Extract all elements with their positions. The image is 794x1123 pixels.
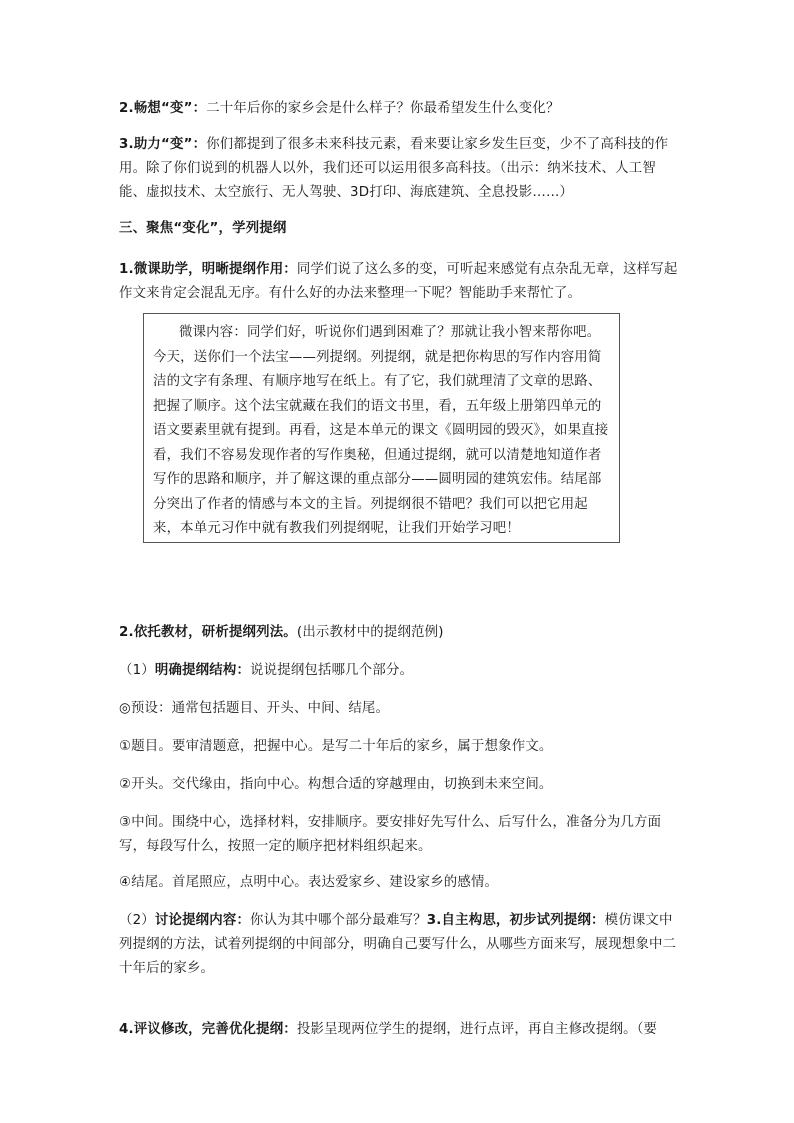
subsection-number: （1）	[119, 663, 155, 678]
section-title: 评议修改，完善优化提纲：	[133, 1022, 297, 1037]
subsection-number: （2）	[119, 913, 155, 928]
section-title: 微课助学，明晰提纲作用：	[133, 262, 297, 277]
section-number: 1.	[119, 262, 134, 277]
heading-part-three: 三、聚焦“变化”，学列提纲	[119, 221, 287, 236]
outline-item-middle: ③中间。围绕中心，选择材料，安排顺序。要安排好先写什么、后写什么，准备分为几方面写，每段写什么，按照一定的顺序把材料组织起来。	[119, 815, 662, 854]
preset-answer: ◎预设：通常包括题目、开头、中间、结尾。	[119, 701, 390, 716]
section-imagine-change	[119, 97, 679, 121]
subsection-text: 你认为其中哪个部分最难写？	[250, 913, 427, 928]
subsection-structure	[119, 659, 679, 683]
subsection-discussion	[119, 909, 679, 981]
subsection-text: 说说提纲包括哪几个部分。	[250, 663, 414, 678]
outline-item-opening: ②开头。交代缘由，指向中心。构想合适的穿越理由，切换到未来空间。	[119, 777, 553, 792]
section-text: (出示教材中的提纲范例)	[296, 625, 444, 640]
subsection-title: 明确提纲结构：	[154, 663, 251, 678]
section-title: 畅想“变”：	[133, 101, 207, 116]
section-title: 依托教材，研析提纲列法。	[133, 625, 297, 640]
section-text: 投影呈现两位学生的提纲，进行点评，再自主修改提纲。（要	[296, 1022, 658, 1037]
section-number: 4.	[119, 1022, 134, 1037]
microlesson-content-box	[143, 313, 620, 543]
outline-item-ending: ④结尾。首尾照应，点明中心。表达爱家乡、建设家乡的感情。	[119, 875, 499, 890]
microlesson-text: 微课内容：同学们好，听说你们遇到困难了？那就让我小智来帮你吧。今天，送你们一个法宝——列提纲。列提纲，就是把你构思的写作内容用简洁的文字有条理、有顺序地写在纸上。有了它，我们就理清了文章的思路、把握了顺序。这个法宝就藏在我们的语文书里，看，五年级上册第四单元的语文要素里就有提到。再看，这是本单元的课文《圆明园的毁灭》，如果直接看，我们不容易发现作者的写作奥秘，但通过提纲，就可以清楚地知道作者写作的思路和顺序，并了解这课的重点部分——圆明园的建筑宏伟。结尾部分突出了作者的情感与本文的主旨。列提纲很不错吧？我们可以把它用起来，本单元习作中就有教我们列提纲呢，让我们开始学习吧！	[153, 325, 609, 536]
section-title: 自主构思，初步试列提纲：	[441, 913, 605, 928]
subsection-title: 讨论提纲内容：	[154, 913, 251, 928]
section-revise-outline	[119, 1018, 679, 1042]
section-microlesson	[119, 258, 679, 306]
section-number: 3.	[119, 137, 134, 152]
section-number: 2.	[119, 625, 134, 640]
section-textbook-study	[119, 621, 679, 645]
section-number: 2.	[119, 101, 134, 116]
section-text: 同学们说了这么多的变，可听起来感觉有点杂乱无章，这样写起作文来肯定会混乱无序。有什么好的办法来整理一下呢？智能助手来帮忙了。	[119, 262, 678, 301]
section-title: 助力“变”：	[133, 137, 207, 152]
outline-item-title: ①题目。要审清题意，把握中心。是写二十年后的家乡，属于想象作文。	[119, 739, 553, 754]
section-number: 3.	[426, 913, 442, 928]
section-text: 二十年后你的家乡会是什么样子？你最希望发生什么变化？	[206, 101, 560, 116]
section-tech-help	[119, 133, 679, 205]
section-text: 模仿课文中列提纲的方法，试着列提纲的中间部分，明确自己要写什么，从哪些方面来写，展现想象中二十年后的家乡。	[119, 913, 677, 976]
section-text: 你们都提到了很多未来科技元素，看来要让家乡发生巨变，少不了高科技的作用。除了你们说到的机器人以外，我们还可以运用很多高科技。（出示：纳米技术、人工智能、虚拟技术、太空旅行、无人驾驶、3D打印、海底建筑、全息投影……）	[119, 137, 669, 200]
